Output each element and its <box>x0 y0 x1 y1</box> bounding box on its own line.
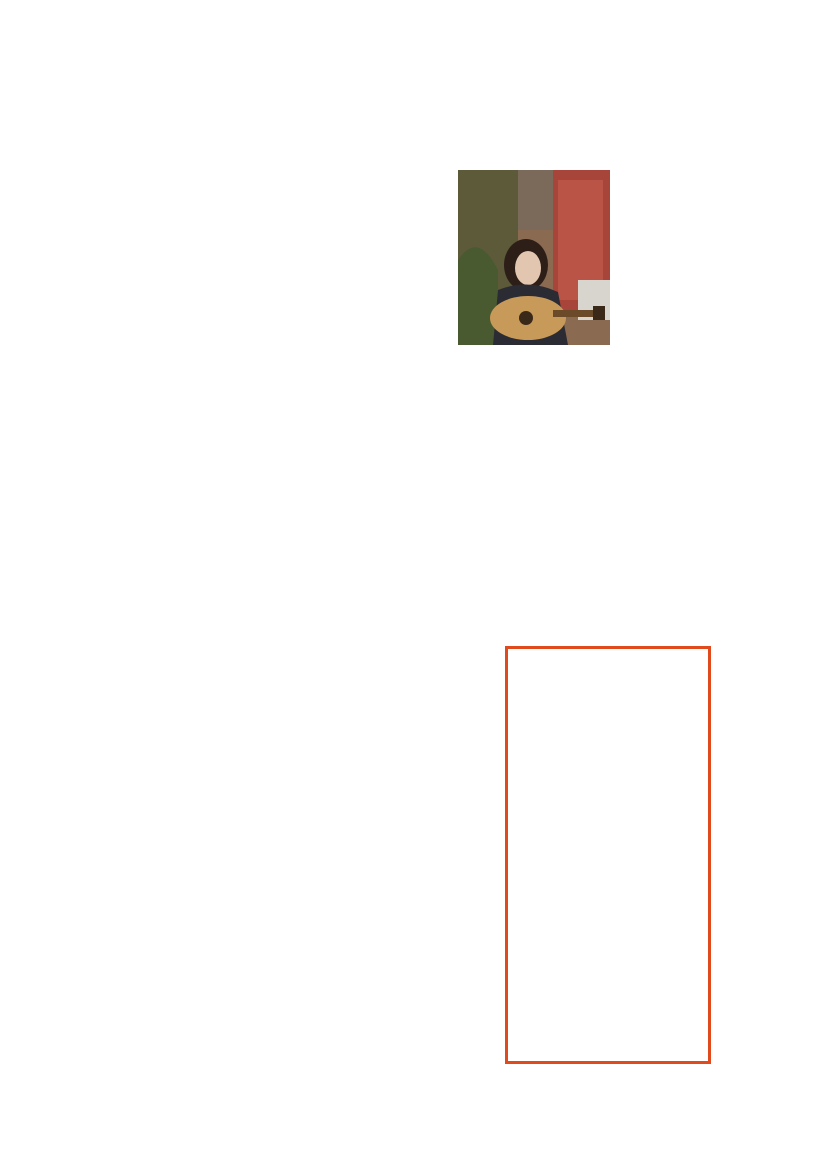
lyrics-left-column <box>118 100 393 130</box>
lyrics-right-column <box>438 100 718 410</box>
artist-name <box>438 100 718 130</box>
singer-photo <box>458 170 610 345</box>
song-title <box>118 100 393 130</box>
tasks-box <box>505 646 711 1064</box>
